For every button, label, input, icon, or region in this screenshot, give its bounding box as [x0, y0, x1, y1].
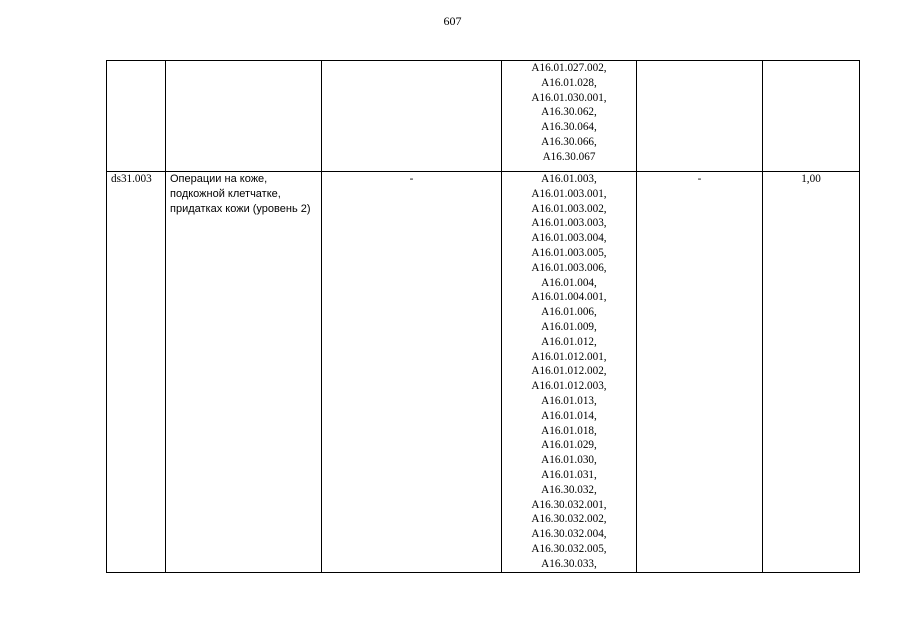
cell-code — [107, 61, 166, 172]
cell-col3 — [322, 61, 502, 172]
cell-col5: - — [637, 172, 763, 573]
service-code: A16.01.003.004, — [531, 232, 607, 245]
cell-coefficient — [763, 61, 860, 172]
service-code: A16.30.032.004, — [531, 528, 607, 541]
service-code: A16.30.064, — [541, 121, 597, 134]
service-code: A16.30.032.005, — [531, 542, 607, 555]
service-code: A16.01.012.003, — [531, 380, 607, 393]
service-code: A16.01.027.002, — [531, 62, 607, 74]
table-row — [107, 172, 860, 573]
service-code: A16.01.013, — [541, 394, 597, 407]
service-code: A16.01.030.001, — [531, 91, 607, 104]
service-code: A16.01.012.001, — [531, 350, 607, 363]
service-code: A16.01.029, — [541, 439, 597, 452]
service-code: A16.01.012, — [541, 335, 597, 348]
service-code: A16.30.067 — [542, 150, 596, 163]
service-code: A16.30.066, — [541, 135, 597, 148]
service-code: A16.01.003.001, — [531, 187, 607, 200]
service-code: A16.01.003, — [541, 173, 597, 185]
cell-col3: - — [322, 172, 502, 573]
service-code: A16.01.009, — [541, 320, 597, 333]
service-code: A16.01.003.003, — [531, 217, 607, 230]
service-code: A16.30.032, — [541, 483, 597, 496]
service-code: A16.01.012.002, — [531, 365, 607, 378]
service-code: A16.01.030, — [541, 454, 597, 467]
cell-col5 — [637, 61, 763, 172]
cell-service-codes — [502, 61, 637, 172]
service-code: A16.01.031, — [541, 468, 597, 481]
service-code: A16.01.003.002, — [531, 202, 607, 215]
service-code: A16.01.018, — [541, 424, 597, 437]
service-code: A16.01.003.006, — [531, 261, 607, 274]
service-code: A16.01.004.001, — [531, 291, 607, 304]
service-code: A16.01.004, — [541, 276, 597, 289]
service-code: A16.30.062, — [541, 106, 597, 119]
service-code: A16.01.028, — [541, 76, 597, 89]
cell-coefficient: 1,00 — [763, 172, 860, 573]
table-row — [107, 61, 860, 172]
cell-name: Операции на коже, подкожной клетчатке, придатках кожи (уровень 2) — [166, 172, 322, 573]
service-code: A16.30.032.002, — [531, 513, 607, 526]
tariff-table — [106, 60, 860, 573]
cell-service-codes — [502, 172, 637, 573]
cell-name — [166, 61, 322, 172]
service-code: A16.30.032.001, — [531, 498, 607, 511]
service-code: A16.01.014, — [541, 409, 597, 422]
service-code: A16.01.006, — [541, 306, 597, 319]
page-number: 607 — [443, 14, 462, 28]
service-code: A16.01.003.005, — [531, 246, 607, 259]
service-code: A16.30.033, — [541, 557, 597, 570]
cell-code: ds31.003 — [107, 172, 166, 573]
